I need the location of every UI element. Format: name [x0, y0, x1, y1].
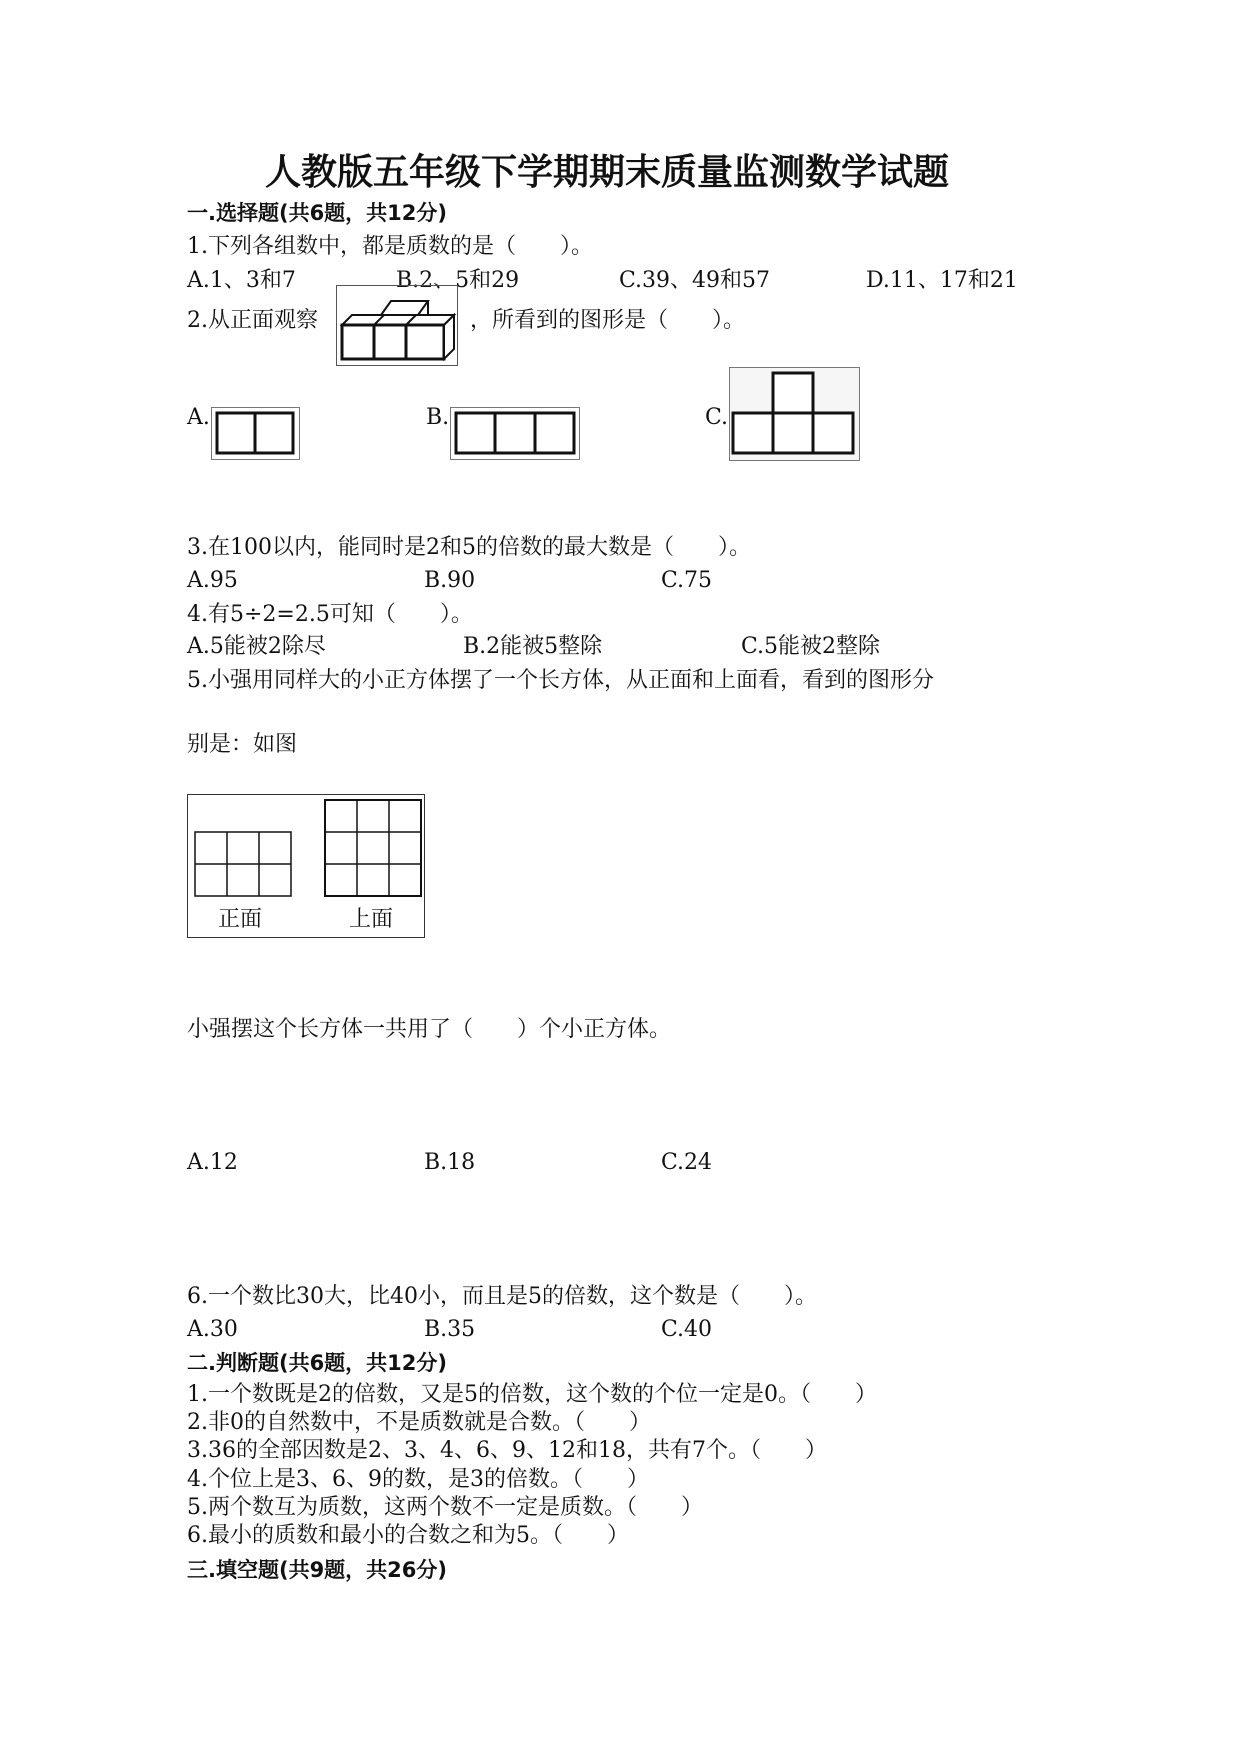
q1-option-d: D.11、17和21 [866, 268, 1018, 293]
section-heading-choice: 一.选择题(共6题，共12分) [187, 201, 448, 225]
q5-views-figure [187, 794, 425, 938]
q4-option-b: B.2能被5整除 [463, 634, 603, 659]
q4-option-c: C.5能被2整除 [741, 634, 881, 659]
q2-option-c-label: C. [705, 405, 729, 430]
q5-option-b: B.18 [424, 1150, 476, 1175]
judgement-item-4: 4.个位上是3、6、9的数，是3的倍数。（ ） [187, 1467, 649, 1492]
q5-stem-line1: 5.小强用同样大的小正方体摆了一个长方体，从正面和上面看，看到的图形分 [187, 668, 934, 693]
q2-option-a-label: A. [187, 405, 210, 430]
q2-cube-figure [336, 285, 458, 366]
q4-stem: 4.有5÷2=2.5可知（ ）。 [187, 602, 473, 627]
q6-option-a: A.30 [187, 1317, 238, 1342]
judgement-item-1: 1.一个数既是2的倍数，又是5的倍数，这个数的个位一定是0。（ ） [187, 1382, 877, 1407]
q1-stem: 1.下列各组数中，都是质数的是（ ）。 [187, 234, 593, 259]
q5-front-label: 正面 [218, 906, 263, 931]
page-title: 人教版五年级下学期期末质量监测数学试题 [265, 151, 950, 193]
judgement-item-6: 6.最小的质数和最小的合数之和为5。（ ） [187, 1523, 629, 1548]
q6-stem: 6.一个数比30大，比40小，而且是5的倍数，这个数是（ ）。 [187, 1284, 817, 1309]
q1-option-a: A.1、3和7 [187, 268, 296, 293]
q5-option-a: A.12 [187, 1150, 238, 1175]
judgement-item-3: 3.36的全部因数是2、3、4、6、9、12和18，共有7个。（ ） [187, 1438, 827, 1463]
judgement-item-2: 2.非0的自然数中，不是质数就是合数。（ ） [187, 1410, 651, 1435]
q2-stem-after: ，所看到的图形是（ ）。 [470, 308, 746, 333]
q5-stem-line2: 别是：如图 [187, 732, 298, 757]
q5-option-c: C.24 [661, 1150, 713, 1175]
q5-top-label: 上面 [349, 906, 394, 931]
q1-option-c: C.39、49和57 [619, 268, 771, 293]
q2-option-c-figure [729, 367, 860, 461]
q4-option-a: A.5能被2除尽 [187, 634, 326, 659]
q2-option-b-label: B. [426, 405, 450, 430]
q2-stem-before: 2.从正面观察 [187, 308, 318, 333]
q2-option-a-figure [211, 407, 300, 460]
q2-option-b-figure [450, 407, 580, 460]
q5-question: 小强摆这个长方体一共用了（ ）个小正方体。 [187, 1017, 672, 1042]
q1-option-b: B.2、5和29 [396, 268, 520, 293]
section-heading-fill-blank: 三.填空题(共9题，共26分) [187, 1558, 448, 1582]
q6-option-b: B.35 [424, 1317, 476, 1342]
q3-option-c: C.75 [661, 568, 713, 593]
judgement-item-5: 5.两个数互为质数，这两个数不一定是质数。（ ） [187, 1495, 703, 1520]
q3-option-a: A.95 [187, 568, 238, 593]
q6-option-c: C.40 [661, 1317, 713, 1342]
q3-stem: 3.在100以内，能同时是2和5的倍数的最大数是（ ）。 [187, 535, 751, 560]
section-heading-judgement: 二.判断题(共6题，共12分) [187, 1351, 448, 1375]
q3-option-b: B.90 [424, 568, 476, 593]
